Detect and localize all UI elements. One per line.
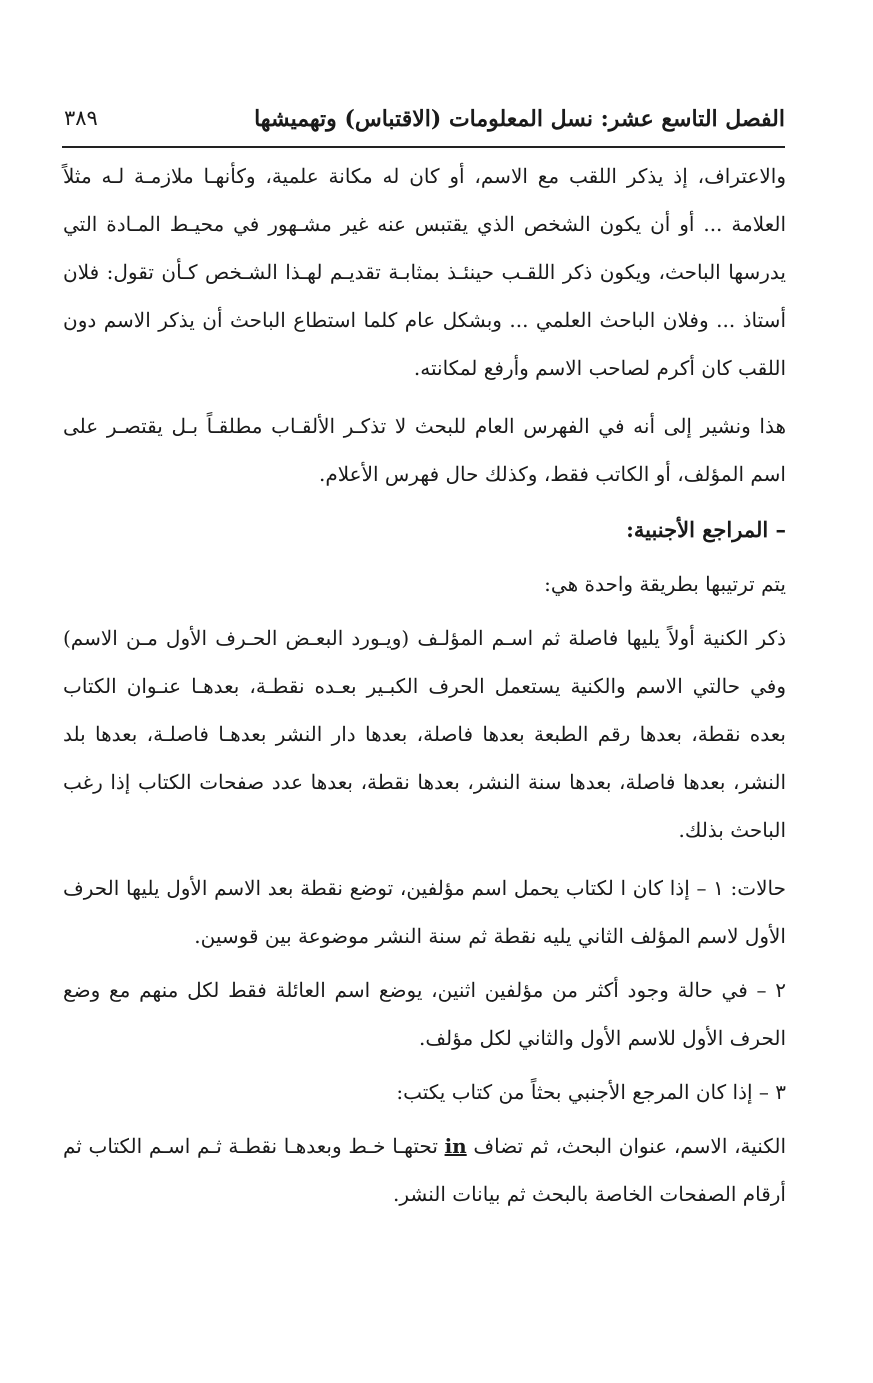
running-header — [62, 92, 785, 148]
page-body — [63, 152, 786, 1218]
underlined-term-in: in — [444, 1134, 467, 1158]
paragraph-case-two: ٢ – في حالة وجود أكثر من مؤلفين اثنين، يوضع اسم العائلة فقط لكل منهم مع وضع الحرف الأول للاسم الأول والثاني لكل مؤلف. — [63, 978, 786, 1050]
paragraph-case-one: حالات: ١ – إذا كان ا لكتاب يحمل اسم مؤلفين، توضع نقطة بعد الاسم الأول يليها الحرف الأول لاسم المؤلف الثاني يليه نقطة ثم سنة النشر موضوعة بين قوسين. — [63, 876, 786, 948]
paragraph-title-usage: والاعتراف، إذ يذكر اللقب مع الاسم، أو كان له مكانة علمية، وكأنهـا ملازمـة لـه مثلاً العلامة ... أو أن يكون الشخص الذي يقتبس عنه غير مشـهور في محيـط المـادة التي يدرسها الباحث، ويكون ذكر اللقـب حينئـذ بمثابـة تقديـم لهـذا الشـخص كـأن تقول: فلان أستاذ ... وفلان الباحث العلمي ... وبشكل عام كلما استطاع الباحث أن يذكر الاسم دون اللقب كان أكرم لصاحب الاسم وأرفع لمكانته. — [63, 164, 786, 380]
citation-text-start: الكنية، الاسم، عنوان البحث، ثم تضاف — [466, 1134, 787, 1158]
paragraph-chapter-citation — [63, 1122, 786, 1218]
paragraph-ordering-intro: يتم ترتيبها بطريقة واحدة هي: — [544, 572, 786, 596]
paragraph-ordering-rules: ذكر الكنية أولاً يليها فاصلة ثم اسـم المؤلـف (ويـورد البعـض الحـرف الأول مـن الاسم) وفي حالتي الاسم والكنية يستعمل الحرف الكبـير بعـده نقطـة، بعدهـا عنـوان الكتاب بعده نقطة، بعدها رقم الطبعة بعدها فاصلة، بعدها دار النشر بعدهـا فاصلـة، بعدها بلد النشر، بعدها فاصلة، بعدها سنة النشر، بعدها نقطة، بعدها عدد صفحات الكتاب إذا رغب الباحث بذلك. — [63, 626, 786, 842]
paragraph-case-three: ٣ – إذا كان المرجع الأجنبي بحثاً من كتاب يكتب: — [396, 1080, 786, 1104]
section-heading-foreign-references: – المراجع الأجنبية: — [626, 517, 786, 542]
citation-text-end: تحتهـا خـط وبعدهـا نقطـة ثـم اسـم الكتاب ثم أرقام الصفحات الخاصة بالبحث ثم بيانات النشر. — [63, 1134, 786, 1206]
page-number: ٣٨٩ — [64, 106, 98, 130]
paragraph-general-index: هذا ونشير إلى أنه في الفهرس العام للبحث لا تذكـر الألقـاب مطلقـاً بـل يقتصـر على اسم المؤلف، أو الكاتب فقط، وكذلك حال فهرس الأعلام. — [63, 414, 786, 486]
chapter-title: الفصل التاسع عشر: نسل المعلومات (الاقتباس) وتهميشها — [254, 106, 785, 132]
